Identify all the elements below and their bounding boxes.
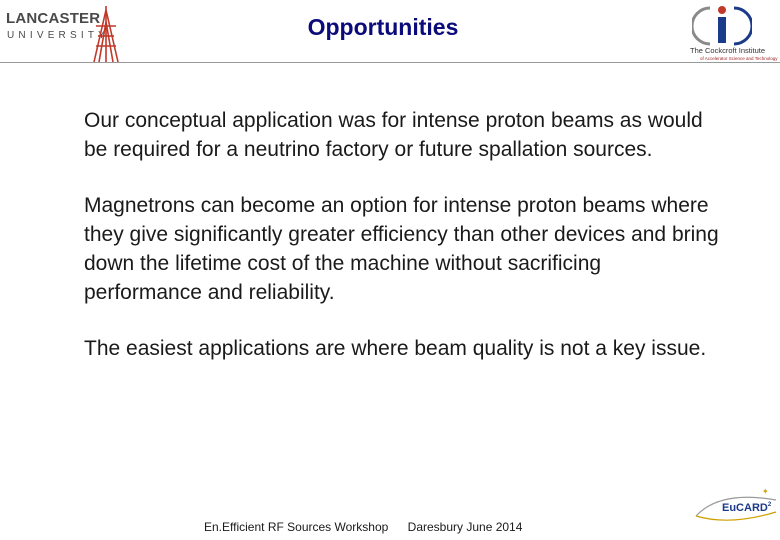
eucard-logo-sup: 2 xyxy=(767,502,772,508)
lancaster-logo-sub: UNIVERSITY xyxy=(7,30,110,41)
cockcroft-logo-title: The Cockcroft Institute xyxy=(690,46,766,55)
footer-place-date: Daresbury June 2014 xyxy=(407,520,523,534)
footer-event: En.Efficient RF Sources Workshop xyxy=(204,520,389,534)
cockcroft-logo-subtitle: of Accelerator Science and Technology xyxy=(700,56,778,61)
slide-body xyxy=(84,106,724,390)
eucard-logo xyxy=(690,486,780,526)
cockcroft-i-icon xyxy=(692,2,752,48)
paragraph-easiest-applications: The easiest applications are where beam quality is not a key issue. xyxy=(84,337,707,360)
lancaster-logo-word: LANCASTER xyxy=(6,10,101,27)
paragraph-proton-beams: Our conceptual application was for intense proton beams as would be required for a neutrino factory or future spallation sources. xyxy=(84,109,703,161)
eucard-logo-text xyxy=(722,502,771,514)
slide-footer xyxy=(204,520,538,534)
lancaster-university-logo xyxy=(4,4,128,62)
eucard-logo-word: EuCARD xyxy=(722,502,768,514)
svg-text:✦: ✦ xyxy=(762,487,769,496)
paragraph-magnetrons: Magnetrons can become an option for intense proton beams where they give significantly greater efficiency than other devices and bring down the lifetime cost of the machine without sacrificing performance and reliability. xyxy=(84,194,719,304)
cockcroft-institute-logo xyxy=(686,2,780,62)
slide-title: Opportunities xyxy=(307,14,459,40)
lancaster-crest-icon xyxy=(90,4,122,64)
header-divider xyxy=(0,62,780,63)
